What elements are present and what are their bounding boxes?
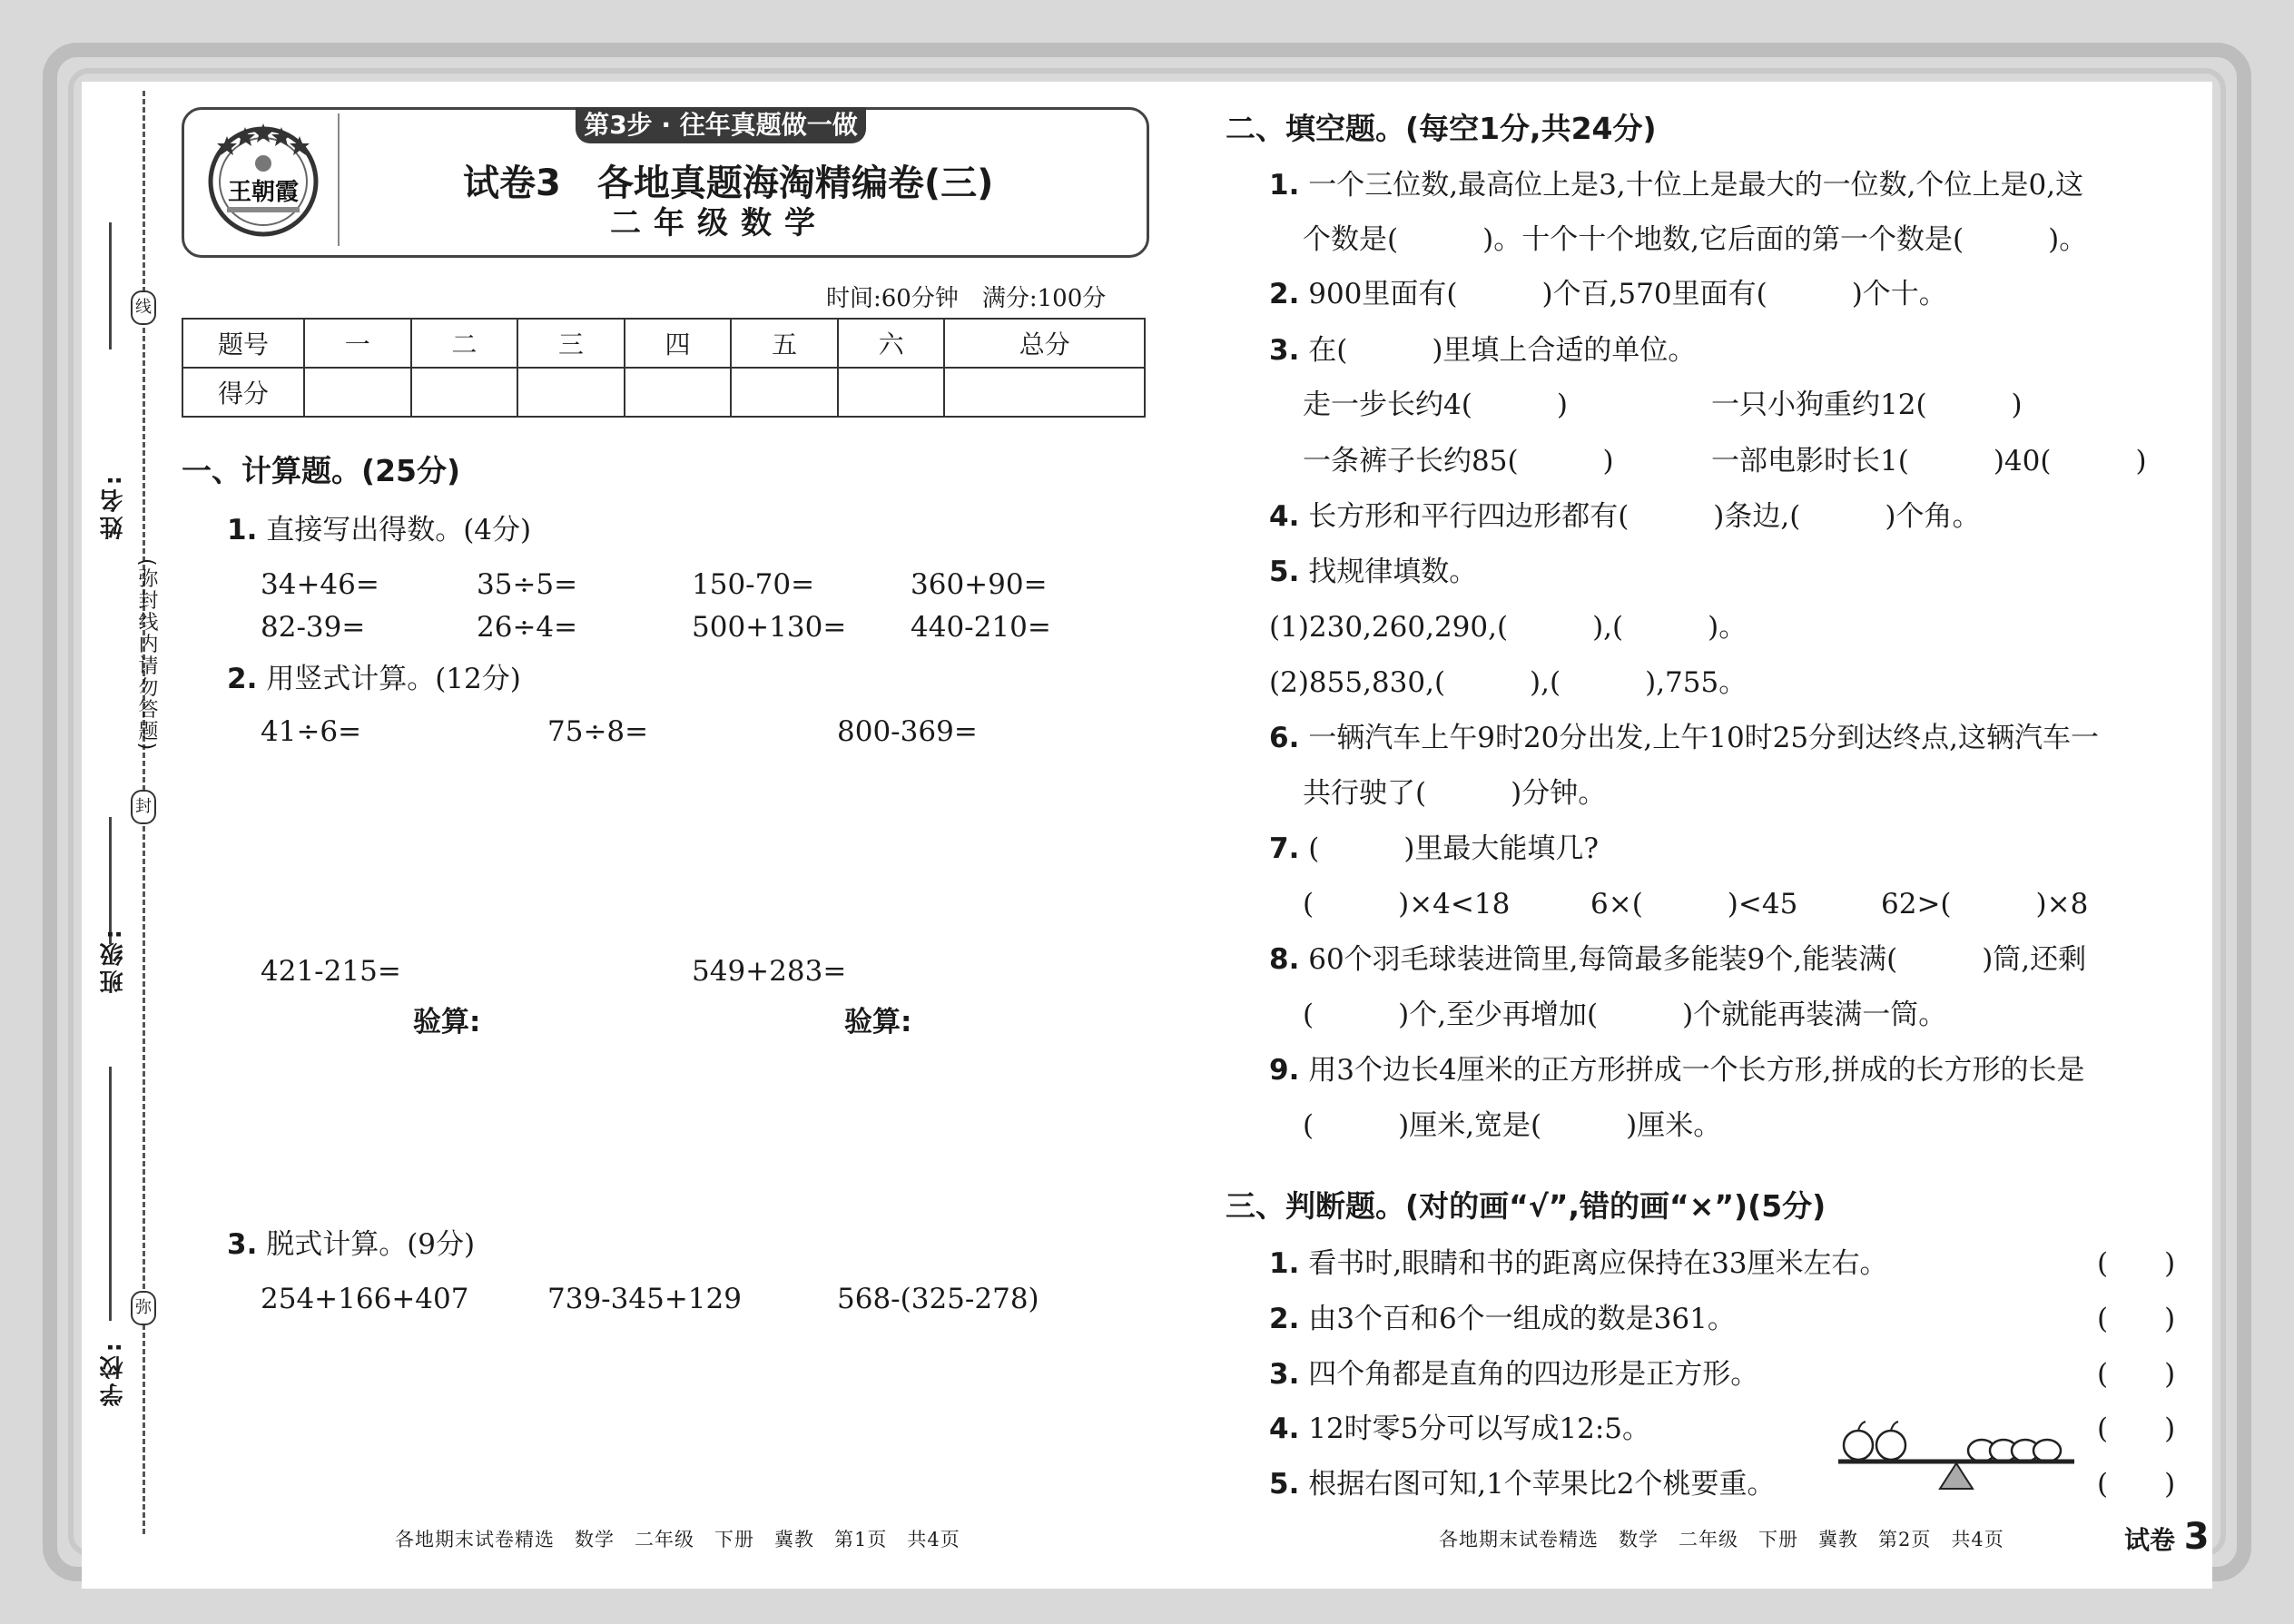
question-number: 3.: [227, 1228, 258, 1261]
score-cell[interactable]: [944, 368, 1145, 417]
s2-q3-c: 一条裤子长约85( ): [1303, 445, 1614, 477]
s2-q2: [1269, 271, 1947, 311]
expr: 254+166+407: [261, 1283, 469, 1315]
s2-q7-b: 6×( )<45: [1590, 888, 1798, 920]
s2-q3-a: 走一步长约4( ): [1303, 389, 1568, 421]
judge-item: [1269, 1405, 1650, 1446]
s1-q1: [227, 507, 531, 547]
question-text: 用竖式计算。(12分): [266, 663, 521, 695]
s2-q4: [1269, 493, 1980, 534]
s2-q8-line1: [1269, 936, 2086, 977]
answer-paren[interactable]: ( ): [2097, 1412, 2176, 1445]
s2-q3: [1269, 327, 1696, 368]
question-number: 1.: [227, 514, 258, 546]
question-text: 在( )里填上合适的单位。: [1308, 334, 1697, 367]
paper-badge-number: 3: [2183, 1516, 2210, 1558]
logo-text: 王朝霞: [227, 179, 300, 206]
question-number: 8.: [1269, 943, 1300, 976]
footer-right: 各地期末试卷精选 数学 二年级 下册 冀教 第2页 共4页: [1439, 1529, 2004, 1550]
expr: 75÷8=: [547, 715, 649, 748]
check-label: 验算:: [413, 1006, 481, 1038]
score-cell[interactable]: [625, 368, 732, 417]
expr: 150-70=: [692, 568, 815, 601]
s2-q5-a: (1)230,260,290,( ),( )。: [1269, 611, 1748, 644]
balance-pivot: [1940, 1463, 1973, 1489]
score-header-cell: 二: [411, 319, 518, 368]
expr: 440-210=: [911, 611, 1051, 644]
brand-logo: [200, 116, 327, 243]
s2-q6-line2: 共行驶了( )分钟。: [1303, 777, 1607, 810]
paper-badge-label: 试卷: [2124, 1525, 2176, 1555]
s2-q5: [1269, 548, 1477, 589]
expr: 35÷5=: [477, 568, 578, 601]
check-label: 验算:: [844, 1006, 912, 1038]
s2-q7: [1269, 825, 1599, 866]
question-text: 直接写出得数。(4分): [266, 514, 532, 546]
question-text: 找规律填数。: [1308, 556, 1478, 588]
step-tab: 第3步 · 往年真题做一做: [576, 107, 866, 143]
expr: 41÷6=: [261, 715, 362, 748]
expr: 82-39=: [261, 611, 366, 644]
answer-paren[interactable]: ( ): [2097, 1468, 2176, 1501]
section2-title: 二、填空题。(每空1分,共24分): [1226, 111, 1657, 146]
apple-icon: [1844, 1422, 1873, 1460]
question-text: 由3个百和6个一组成的数是361。: [1308, 1303, 1736, 1335]
question-text: 12时零5分可以写成12:5。: [1308, 1412, 1651, 1445]
expr: 26÷4=: [477, 611, 578, 644]
s2-q6-line1: [1269, 714, 2099, 755]
question-number: 1.: [1269, 169, 1300, 202]
s2-q1-line2: 个数是( )。十个十个地数,它后面的第一个数是( )。: [1303, 223, 2088, 256]
question-number: 2.: [1269, 1303, 1300, 1335]
score-header-cell: 五: [731, 319, 838, 368]
question-text: 长方形和平行四边形都有( )条边,( )个角。: [1308, 500, 1981, 533]
name-line: [109, 222, 112, 349]
question-text: 900里面有( )个百,570里面有( )个十。: [1308, 278, 1947, 310]
score-table: [182, 318, 1146, 418]
paper-badge: [2124, 1516, 2210, 1558]
logo-divider: [338, 113, 340, 246]
expr: 34+46=: [261, 568, 379, 601]
s2-q8-line2: ( )个,至少再增加( )个就能再装满一筒。: [1303, 999, 1947, 1031]
peach-icon: [2033, 1440, 2061, 1462]
time-info: 时间:60分钟 满分:100分: [826, 285, 1107, 312]
expr: 421-215=: [261, 955, 401, 988]
apple-icon: [1876, 1422, 1905, 1460]
question-number: 2.: [1269, 278, 1300, 310]
question-number: 4.: [1269, 500, 1300, 533]
expr: 800-369=: [837, 715, 978, 748]
score-header-cell: 四: [625, 319, 732, 368]
question-text: 用3个边长4厘米的正方形拼成一个长方形,拼成的长方形的长是: [1308, 1054, 2085, 1087]
judge-item: [1269, 1295, 1736, 1336]
name-label: 姓名:: [100, 472, 127, 540]
question-number: 4.: [1269, 1412, 1300, 1445]
question-text: 根据右图可知,1个苹果比2个桃要重。: [1308, 1468, 1776, 1501]
score-header-cell: 六: [838, 319, 945, 368]
s1-q2: [227, 655, 521, 696]
score-header-cell: 总分: [944, 319, 1145, 368]
school-label: 学校:: [100, 1339, 127, 1407]
s2-q3-d: 一部电影时长1( )40( ): [1711, 445, 2147, 477]
answer-paren[interactable]: ( ): [2097, 1247, 2176, 1280]
section3-title: 三、判断题。(对的画“√”,错的画“×”)(5分): [1226, 1188, 1826, 1224]
score-table-score-row: [182, 368, 1145, 417]
question-text: 一辆汽车上午9时20分出发,上午10时25分到达终点,这辆汽车一: [1308, 722, 2099, 754]
s1-q3: [227, 1221, 475, 1262]
footer-left: 各地期末试卷精选 数学 二年级 下册 冀教 第1页 共4页: [395, 1529, 960, 1550]
score-header-cell: 题号: [182, 319, 304, 368]
question-number: 3.: [1269, 334, 1300, 367]
s2-q9-line1: [1269, 1047, 2085, 1088]
page-title: 试卷3 各地真题海淘精编卷(三): [463, 162, 994, 204]
question-text: 看书时,眼睛和书的距离应保持在33厘米左右。: [1308, 1247, 1888, 1280]
page-subtitle: 二年级数学: [610, 205, 828, 241]
s2-q5-b: (2)855,830,( ),( ),755。: [1269, 666, 1748, 699]
s2-q3-b: 一只小狗重约12( ): [1711, 389, 2023, 421]
score-cell[interactable]: [838, 368, 945, 417]
balance-scale-illustration: [1829, 1416, 2083, 1498]
expr: 500+130=: [692, 611, 847, 644]
class-label: 班级:: [100, 926, 127, 994]
sealing-notice: (弥封线内请勿答题): [135, 558, 158, 753]
score-cell[interactable]: [304, 368, 411, 417]
question-text: 四个角都是直角的四边形是正方形。: [1308, 1358, 1759, 1391]
question-number: 9.: [1269, 1054, 1300, 1087]
answer-paren[interactable]: ( ): [2097, 1358, 2176, 1391]
question-number: 6.: [1269, 722, 1300, 754]
expr: 549+283=: [692, 955, 847, 988]
expr: 360+90=: [911, 568, 1048, 601]
question-text: ( )里最大能填几?: [1308, 832, 1600, 865]
score-cell[interactable]: [411, 368, 518, 417]
s2-q7-a: ( )×4<18: [1303, 888, 1511, 920]
expr: 739-345+129: [547, 1283, 742, 1315]
seal-mark-xian: 线: [131, 290, 156, 325]
s2-q1-line1: [1269, 162, 2083, 202]
question-number: 1.: [1269, 1247, 1300, 1280]
score-row-label: 得分: [182, 368, 304, 417]
class-line: [109, 817, 112, 944]
question-text: 脱式计算。(9分): [266, 1228, 476, 1261]
question-text: 60个羽毛球装进筒里,每筒最多能装9个,能装满( )筒,还剩: [1308, 943, 2087, 976]
question-number: 3.: [1269, 1358, 1300, 1391]
seal-mark-mi: 弥: [131, 1291, 156, 1325]
judge-item: [1269, 1351, 1758, 1392]
question-number: 7.: [1269, 832, 1300, 865]
score-header-cell: 三: [517, 319, 625, 368]
question-number: 2.: [227, 663, 258, 695]
s2-q9-line2: ( )厘米,宽是( )厘米。: [1303, 1109, 1722, 1142]
judge-item: [1269, 1461, 1776, 1501]
question-number: 5.: [1269, 556, 1300, 588]
section1-title: 一、计算题。(25分): [182, 453, 461, 488]
seal-mark-feng: 封: [131, 790, 156, 824]
score-cell[interactable]: [517, 368, 625, 417]
question-text: 一个三位数,最高位上是3,十位上是最大的一位数,个位上是0,这: [1308, 169, 2084, 202]
question-number: 5.: [1269, 1468, 1300, 1501]
s2-q7-c: 62>( )×8: [1881, 888, 2089, 920]
score-cell[interactable]: [731, 368, 838, 417]
answer-paren[interactable]: ( ): [2097, 1303, 2176, 1335]
score-header-cell: 一: [304, 319, 411, 368]
score-table-header-row: [182, 319, 1145, 368]
judge-item: [1269, 1240, 1888, 1281]
school-line: [109, 1067, 112, 1321]
expr: 568-(325-278): [837, 1283, 1039, 1315]
